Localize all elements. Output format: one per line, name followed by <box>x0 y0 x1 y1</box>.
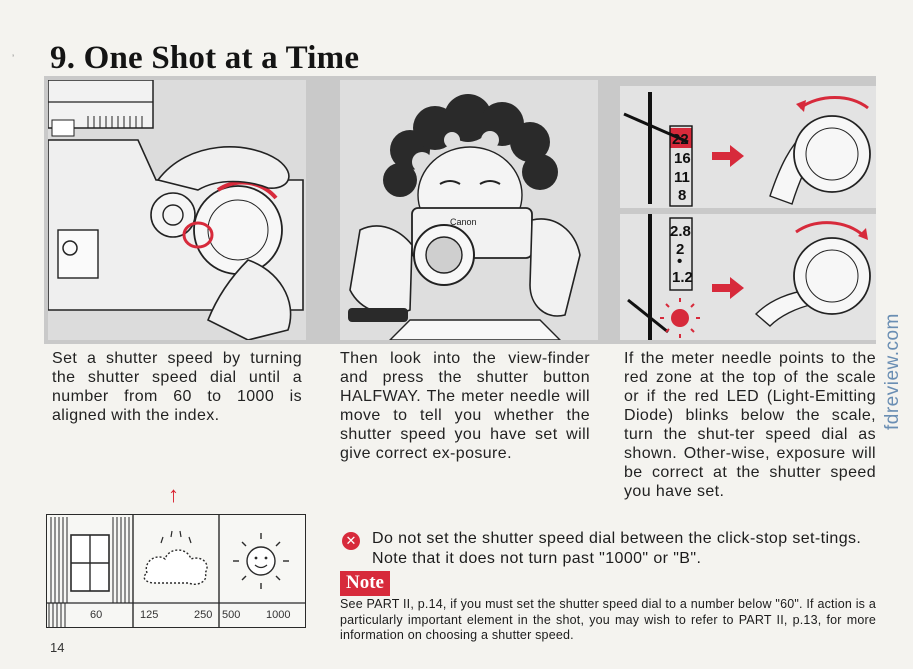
meter-bottom-label-2: 2 <box>676 241 685 258</box>
meter-top-label-4: 8 <box>678 187 687 204</box>
meter-bottom-label-1: 2.8 <box>670 223 691 240</box>
arrow-up-icon: ↑ <box>168 482 179 507</box>
prohibited-icon: ✕ <box>342 532 360 550</box>
shutter-dial-illustration <box>48 80 306 340</box>
edge-mark: ʼ <box>12 54 15 65</box>
instruction-step-3: If the meter needle points to the red zone at the top of the scale or if the red LED (Light-Emitting Diode) blinks below the scale, turn the shut-ter speed dial as shown. Other-wise, exposure will be correct at the shutter speed you have set. <box>624 350 876 500</box>
meter-bottom-drawing <box>620 214 876 340</box>
instruction-step-1: Set a shutter speed by turning the shutter speed dial until a number from 60 to 1000 is aligned with the index. <box>52 350 302 424</box>
meter-top-label-2: 16 <box>674 150 691 167</box>
note-badge: Note <box>340 571 390 596</box>
page-title: 9. One Shot at a Time <box>50 40 360 76</box>
note-text: See PART II, p.14, if you must set the shutter speed dial to a number below "60". If action is a particularly important element in the shot, you may wish to refer to PART II, p.13, for more information on choosing a shutter speed. <box>340 597 876 642</box>
shutter-label-1000: 1000 <box>266 609 291 621</box>
meter-bottom-label-3: • <box>677 253 683 270</box>
meter-led-illustration <box>620 214 876 340</box>
shutter-label-250: 250 <box>194 609 213 621</box>
instruction-step-2: Then look into the view-finder and press the shutter button HALFWAY. The meter needle will move to tell you whether the shutter speed you have set will give correct ex-posure. <box>340 350 590 462</box>
meter-bottom-label-4: 1.2 <box>672 269 693 286</box>
meter-red-zone-illustration <box>620 86 876 208</box>
shutter-label-60: 60 <box>90 609 103 621</box>
meter-top-label-3: 11 <box>674 169 690 186</box>
page-number: 14 <box>50 640 65 655</box>
shutter-label-500: 500 <box>222 609 241 621</box>
camera-brand-label: Canon <box>450 217 477 227</box>
photographer-illustration <box>340 80 598 340</box>
meter-top-drawing <box>620 86 876 208</box>
meter-top-label-1: 22 <box>672 131 689 148</box>
watermark <box>882 200 910 460</box>
photographer-drawing <box>340 80 598 340</box>
warning-text: Do not set the shutter speed dial between the click-stop set-tings. Note that it does not turn past "1000" or "B". <box>372 530 862 567</box>
watermark-text: fdreview.com <box>882 313 903 430</box>
camera-top-drawing <box>48 80 306 340</box>
shutter-label-125: 125 <box>140 609 159 621</box>
led-icon <box>671 309 689 327</box>
